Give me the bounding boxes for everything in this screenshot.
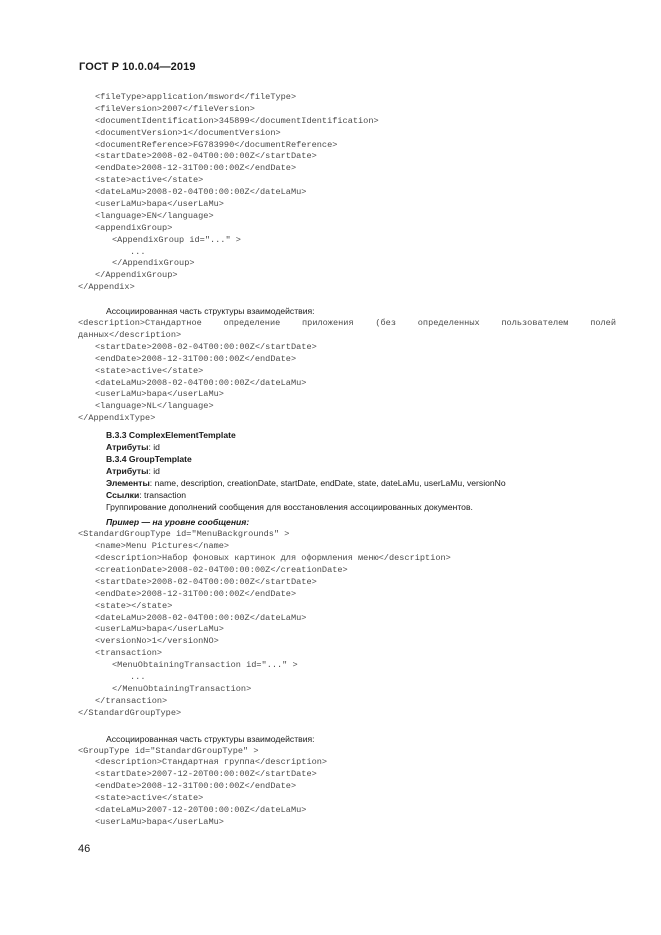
- description-line-end: данных</description>: [78, 329, 182, 340]
- example-label: Пример — на уровне сообщения:: [106, 517, 250, 528]
- code-line: <state>active</state>: [95, 793, 204, 804]
- assoc-label-1: Ассоциированная часть структуры взаимодействия:: [106, 306, 315, 317]
- section-b33-attrs: [78, 442, 616, 454]
- section-b34-attrs: [78, 466, 616, 478]
- attr-value: : id: [148, 465, 160, 476]
- code-line: </AppendixGroup>: [112, 258, 195, 269]
- section-b34-title: B.3.4 GroupTemplate: [106, 453, 192, 464]
- code-block-appendix-type: [78, 342, 616, 425]
- code-line: <dateLaMu>2007-12-20T00:00:00Z</dateLaMu>: [95, 804, 307, 815]
- code-line: <GroupType id="StandardGroupType" >: [78, 745, 259, 756]
- attr-value: : id: [148, 442, 160, 452]
- code-line: <language>NL</language>: [95, 401, 214, 412]
- code-line: <startDate>2008-02-04T00:00:00Z</startDate>: [95, 341, 317, 352]
- code-line: <dateLaMu>2008-02-04T00:00:00Z</dateLaMu>: [95, 612, 307, 623]
- code-line: </AppendixGroup>: [95, 270, 178, 281]
- description-line: <description>Стандартное определение приложения (без определенных пользователем полей: [78, 318, 616, 329]
- code-block-standard-group: [78, 529, 616, 719]
- code-line: <fileVersion>2007</fileVersion>: [95, 103, 255, 114]
- section-b33-title: B.3.3 ComplexElementTemplate: [106, 430, 236, 441]
- code-line: <documentIdentification>345899</documentIdentification>: [95, 115, 379, 126]
- code-line: <language>EN</language>: [95, 210, 214, 221]
- code-line: <versionNo>1</versionNO>: [95, 636, 219, 647]
- code-line: <endDate>2008-12-31T00:00:00Z</endDate>: [95, 781, 297, 792]
- code-line: <StandardGroupType id="MenuBackgrounds" >: [78, 529, 290, 540]
- refs-label: Ссылки: [106, 489, 140, 500]
- code-line: </AppendixType>: [78, 413, 156, 424]
- code-line: <userLaMu>bapa</userLaMu>: [95, 816, 224, 827]
- elements-label: Элементы: [106, 477, 150, 488]
- code-line: ...: [130, 246, 146, 257]
- page-header: ГОСТ Р 10.0.04—2019: [79, 61, 196, 73]
- code-line: <startDate>2008-02-04T00:00:00Z</startDate>: [95, 151, 317, 162]
- code-line: <state>active</state>: [95, 365, 204, 376]
- assoc-label-2: Ассоциированная часть структуры взаимодействия:: [106, 733, 315, 744]
- code-line: <dateLaMu>2008-02-04T00:00:00Z</dateLaMu>: [95, 187, 307, 198]
- code-line: <endDate>2008-12-31T00:00:00Z</endDate>: [95, 163, 297, 174]
- code-line: <endDate>2008-12-31T00:00:00Z</endDate>: [95, 353, 297, 364]
- code-line: </StandardGroupType>: [78, 707, 182, 718]
- code-block-appendix: [78, 92, 616, 294]
- code-line: </MenuObtainingTransaction>: [112, 683, 252, 694]
- code-line: <documentVersion>1</documentVersion>: [95, 127, 281, 138]
- code-line: <state></state>: [95, 600, 173, 611]
- code-line: <fileType>application/msword</fileType>: [95, 92, 297, 102]
- code-line: <userLaMu>bapa</userLaMu>: [95, 389, 224, 400]
- code-block-group-type: [78, 746, 616, 829]
- code-line: </Appendix>: [78, 282, 135, 293]
- code-line: <userLaMu>bapa</userLaMu>: [95, 199, 224, 210]
- code-line: <AppendixGroup id="..." >: [112, 234, 241, 245]
- code-line: <dateLaMu>2008-02-04T00:00:00Z</dateLaMu>: [95, 377, 307, 388]
- code-line: <endDate>2008-12-31T00:00:00Z</endDate>: [95, 588, 297, 599]
- code-line: <documentReference>FG783990</documentReference>: [95, 139, 338, 150]
- elements-value: : name, description, creationDate, startDate, endDate, state, dateLaMu, userLaMu, versionNo: [149, 477, 506, 488]
- attr-label: Атрибуты: [106, 465, 149, 476]
- code-line: <startDate>2007-12-20T00:00:00Z</startDate>: [95, 769, 317, 780]
- page-content: [78, 92, 616, 829]
- attr-label: Атрибуты: [106, 442, 149, 452]
- code-line: <description>Набор фоновых картинок для оформления меню</description>: [95, 553, 451, 564]
- code-line: <state>active</state>: [95, 175, 204, 186]
- section-b34-desc: Группирование дополнений сообщения для восстановления ассоциированных документов.: [106, 501, 473, 512]
- code-line: <appendixGroup>: [95, 222, 173, 233]
- code-line: </transaction>: [95, 695, 168, 706]
- code-line: <startDate>2008-02-04T00:00:00Z</startDate>: [95, 576, 317, 587]
- section-b34-refs: [78, 490, 616, 502]
- code-line: <name>Menu Pictures</name>: [95, 541, 230, 552]
- code-line: <transaction>: [95, 648, 163, 659]
- refs-value: : transaction: [139, 489, 187, 500]
- code-line: <creationDate>2008-02-04T00:00:00Z</creationDate>: [95, 565, 348, 576]
- code-line: ...: [130, 672, 146, 683]
- page-number: 46: [78, 843, 91, 855]
- code-line: <MenuObtainingTransaction id="..." >: [112, 660, 298, 671]
- code-line: <userLaMu>bapa</userLaMu>: [95, 624, 224, 635]
- code-line: <description>Стандартная группа</description>: [95, 757, 328, 768]
- section-b34-elements: [78, 478, 616, 490]
